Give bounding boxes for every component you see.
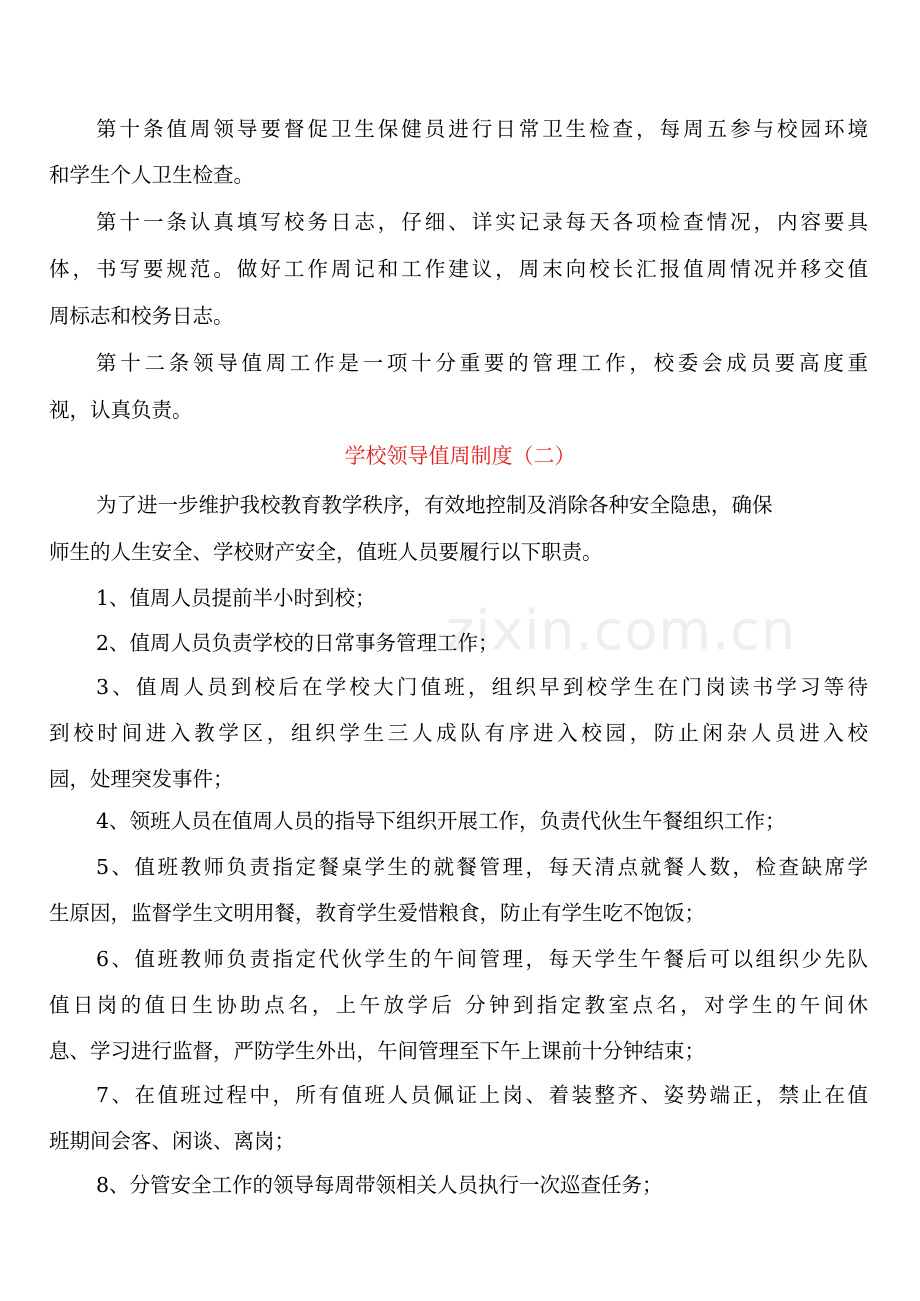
article-10-line-2: 和学生个人卫生检查。 xyxy=(49,163,254,187)
article-11-line-3: 周标志和校务日志。 xyxy=(49,304,234,328)
section-heading: 学校领导值周制度（二） xyxy=(344,444,576,468)
item-1: 1、值周人员提前半小时到校； xyxy=(96,586,376,610)
item-7-line-2: 班期间会客、闲谈、离岗； xyxy=(49,1129,295,1153)
item-8: 8、分管安全工作的领导每周带领相关人员执行一次巡查任务； xyxy=(96,1173,663,1197)
item-6-line-2: 值日岗的值日生协助点名，上午放学后 分钟到指定教室点名，对学生的午间休 xyxy=(49,993,868,1017)
article-11-line-1: 第十一条认真填写校务日志，仔细、详实记录每天各项检查情况，内容要具 xyxy=(96,210,868,234)
item-3-line-1: 3、值周人员到校后在学校大门值班，组织早到校学生在门岗读书学习等待 xyxy=(96,675,868,699)
article-12-line-2: 视，认真负责。 xyxy=(49,398,193,422)
item-5-line-2: 生原因，监督学生文明用餐，教育学生爱惜粮食，防止有学生吃不饱饭； xyxy=(49,901,705,925)
item-3-line-2: 到校时间进入教学区，组织学生三人成队有序进入校园，防止闲杂人员进入校 xyxy=(49,721,868,745)
watermark: zixin.com.cn xyxy=(446,599,797,662)
item-7-line-1: 7、在值班过程中，所有值班人员佩证上岗、着装整齐、姿势端正，禁止在值 xyxy=(96,1083,868,1107)
item-5-line-1: 5、值班教师负责指定餐桌学生的就餐管理，每天清点就餐人数，检查缺席学 xyxy=(96,855,868,879)
item-6-line-3: 息、学习进行监督，严防学生外出，午间管理至下午上课前十分钟结束； xyxy=(49,1039,705,1063)
article-10-line-1: 第十条值周领导要督促卫生保健员进行日常卫生检查，每周五参与校园环境 xyxy=(96,117,868,141)
item-3-line-3: 园，处理突发事件； xyxy=(49,767,234,791)
item-6-line-1: 6、值班教师负责指定代伙学生的午间管理，每天学生午餐后可以组织少先队 xyxy=(96,947,868,971)
article-11-line-2: 体，书写要规范。做好工作周记和工作建议，周末向校长汇报值周情况并移交值 xyxy=(49,257,868,281)
item-2: 2、值周人员负责学校的日常事务管理工作； xyxy=(96,631,499,655)
intro-line-2: 师生的人生安全、学校财产安全，值班人员要履行以下职责。 xyxy=(49,540,603,564)
article-12-line-1: 第十二条领导值周工作是一项十分重要的管理工作，校委会成员要高度重 xyxy=(96,351,868,375)
intro-line-1: 为了进一步维护我校教育教学秩序，有效地控制及消除各种安全隐患，确保 xyxy=(96,493,773,517)
item-4: 4、领班人员在值周人员的指导下组织开展工作，负责代伙生午餐组织工作； xyxy=(96,809,786,833)
